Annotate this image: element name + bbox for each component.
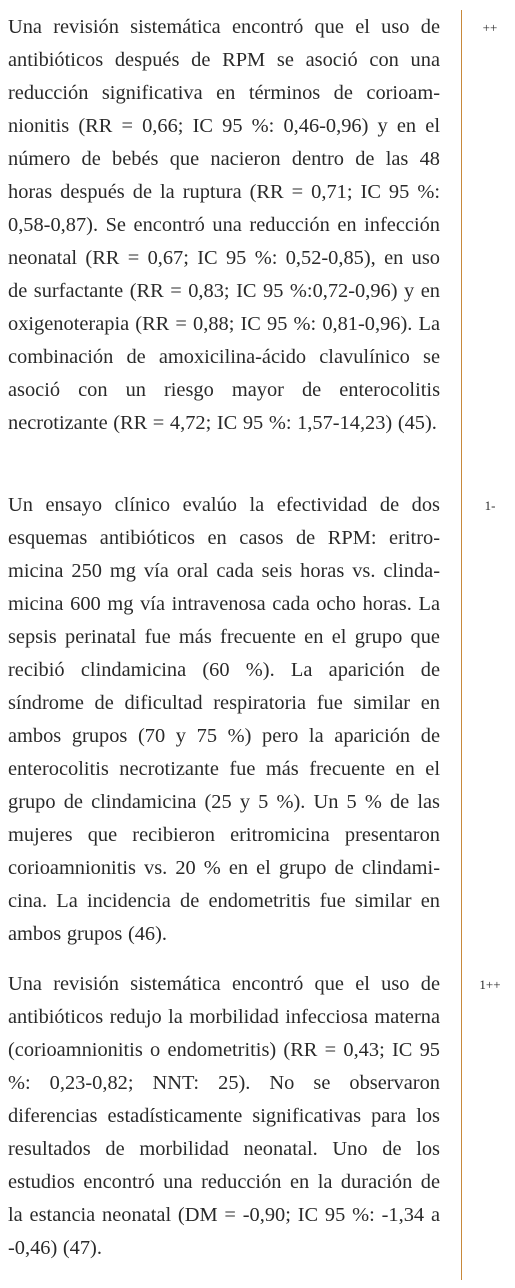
evidence-text-1: Una revisión sistemática encontró que el uso de antibióticos después de RPM se asoció con una reducción significativa en términos de corioamnionitis (RR = 0,66; IC 95 %: 0,46-0,96) y en el número de bebés que nacieron dentro de las 48 horas después de la ruptura (RR = 0,71; IC 95 %: 0,58-0,87). Se encontró una reducción en infección neonatal (RR = 0,67; IC 95 %: 0,52-0,85), en uso de surfactante (RR = 0,83; IC 95 %:0,72-0,96) y en oxigenoterapia (RR = 0,88; IC 95 %: 0,81-0,96). La combinación de amoxicilina-ácido clavulínico se asoció con un riesgo mayor de enterocolitis necrotizante (RR = 4,72; IC 95 %: 1,57-14,23) (45). [8, 16, 440, 434]
evidence-entry-1 [8, 11, 440, 440]
evidence-level-1: ++ [482, 20, 498, 35]
evidence-text-3: Una revisión sistemática encontró que el uso de antibióticos redujo la morbilidad infecciosa materna (corioamnionitis o endometritis) (RR = 0,43; IC 95 %: 0,23-0,82; NNT: 25). No se observaron diferencias estadísticamente significativas para los resultados de morbilidad neonatal. Uno de los estudios encontró una reducción en la duración de la estancia neonatal (DM = -0,90; IC 95 %: -1,34 a -0,46) (47). [8, 973, 440, 1259]
evidence-entry-2 [8, 489, 440, 951]
evidence-text-2: Un ensayo clínico evalúo la efectividad de dos esquemas antibióticos en casos de RPM: eritromicina 250 mg vía oral cada seis horas vs. clindamicina 600 mg vía intravenosa cada ocho horas. La sepsis perinatal fue más frecuente en el grupo que recibió clindamicina (60 %). La aparición de síndrome de dificultad respiratoria fue similar en ambos grupos (70 y 75 %) pero la aparición de enterocolitis necrotizante fue más frecuente en el grupo de clindamicina (25 y 5 %). Un 5 % de las mujeres que recibieron eritromicina presentaron corioamnionitis vs. 20 % en el grupo de clindamicina. La incidencia de endometritis fue similar en ambos grupos (46). [8, 494, 440, 945]
column-divider [461, 10, 462, 1280]
evidence-level-2: 1- [484, 498, 496, 513]
evidence-entry-3 [8, 968, 440, 1265]
evidence-level-3: 1++ [479, 977, 501, 992]
